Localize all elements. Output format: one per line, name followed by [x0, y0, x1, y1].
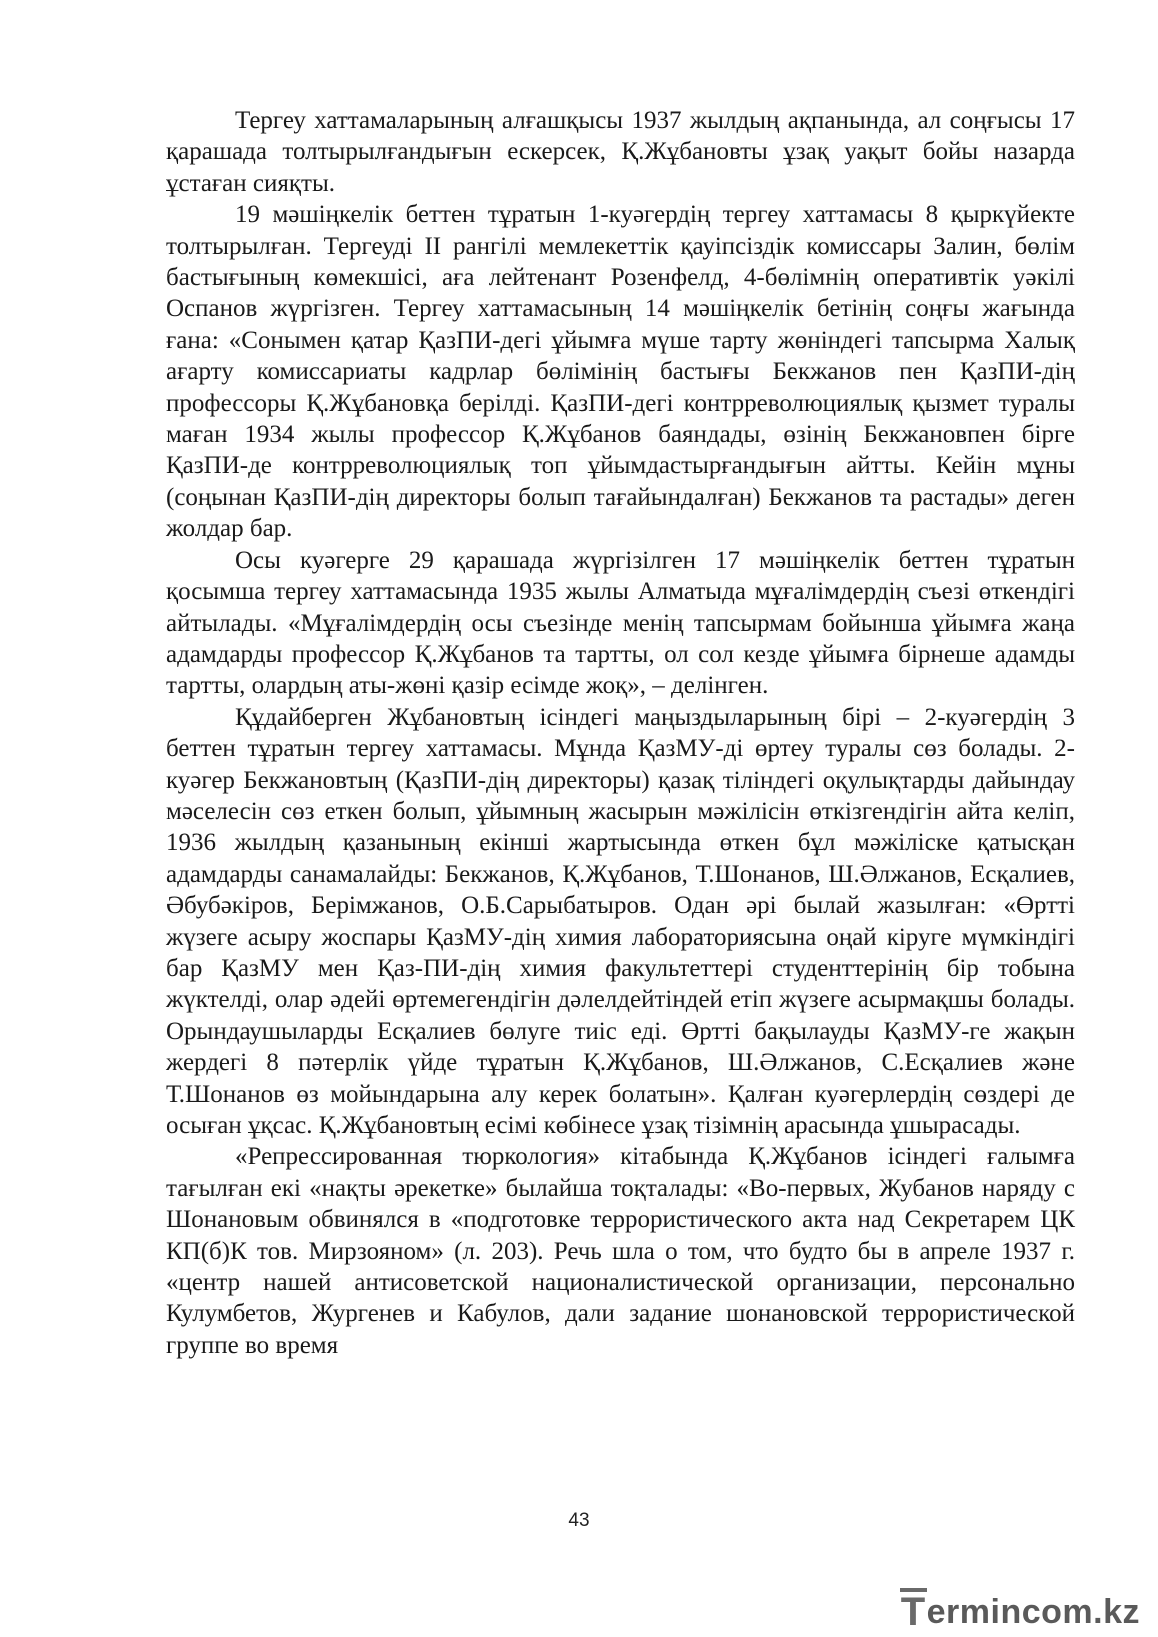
paragraph-5: «Репрессированная тюркология» кітабында Қ.Жұбанов ісіндегі ғалымға тағылған екі «нақты әрекетке» былайша тоқталады: «Во-первых, Жубанов наряду с Шонановым обвинялся в «подготовке террористического акта над Секретарем ЦК КП(б)К тов. Мирзояном» (л. 203). Речь шла о том, что будто бы в апреле 1937 г. «центр нашей антисоветской националистической организации, персонально Кулумбетов, Жургенев и Кабулов, дали задание шонановской террористической группе во время — [166, 1143, 1075, 1359]
page-number: 43 — [568, 1510, 590, 1531]
paragraph-2: 19 мәшіңкелік беттен тұратын 1-куәгердің тергеу хаттамасы 8 қыркүйекте толтырылған. Тергеуді ІІ рангілі мемлекеттік қауіпсіздік комиссары Залин, бөлім бастығының көмекшісі, аға лейтенант Розенфелд, 4-бөлімнің оперативтік уәкілі Оспанов жүргізген. Тергеу хаттамасының 14 мәшіңкелік бетінің соңғы жағында ғана: «Сонымен қатар ҚазПИ-дегі ұйымға мүше тарту жөніндегі тапсырма Халық ағарту комиссариаты кадрлар бөлімінің бастығы Бекжанов пен ҚазПИ-дің профессоры Қ.Жұбановқа берілді. ҚазПИ-дегі контрреволюциялық қызмет туралы маған 1934 жылы профессор Қ.Жұбанов баяндады, өзінің Бекжановпен бірге ҚазПИ-де контрреволюциялық топ ұйымдастырғандығын айтты. Кейін мұны (соңынан ҚазПИ-дің директоры болып тағайындалған) Бекжанов та растады» деген жолдар бар. — [166, 201, 1075, 543]
paragraph-3: Осы куәгерге 29 қарашада жүргізілген 17 мәшіңкелік беттен тұратын қосымша тергеу хаттамасында 1935 жылы Алматыда мұғалімдердің съезі өткендігі айтылады. «Мұғалімдердің осы съезінде менің тапсырмам бойынша ұйымға жаңа адамдарды профессор Қ.Жұбанов та тартты, ол сол кезде ұйымға бірнеше адамды тартты, олардың аты-жөні қазір есімде жоқ», – делінген. — [166, 546, 1075, 700]
watermark-first-letter: T — [900, 1590, 926, 1634]
termincom-watermark-logo — [900, 1592, 1140, 1632]
paragraph-1: Тергеу хаттамаларының алғашқысы 1937 жылдың ақпанында, ал соңғысы 17 қарашада толтырылғандығын ескерсек, Қ.Жұбановты ұзақ уақыт бойы назарда ұстаған сияқты. — [166, 107, 1075, 197]
document-body — [166, 105, 1075, 1361]
watermark-text: ermincom.kz — [926, 1593, 1140, 1631]
paragraph-4: Құдайберген Жұбановтың ісіндегі маңыздыларының бірі – 2-куәгердің 3 беттен тұратын тергеу хаттамасы. Мұнда ҚазМУ-ді өртеу туралы сөз болады. 2-куәгер Бекжановтың (ҚазПИ-дің директоры) қазақ тіліндегі оқулықтарды дайындау мәселесін сөз еткен болып, ұйымның жасырын мәжілісін өткізгендігін айта келіп, 1936 жылдың қазанының екінші жартысында өткен бұл мәжіліске қатысқан адамдарды санамалайды: Бекжанов, Қ.Жұбанов, Т.Шонанов, Ш.Әлжанов, Есқалиев, Әбубәкіров, Берімжанов, О.Б.Сарыбатыров. Одан әрі былай жазылған: «Өртті жүзеге асыру жоспары ҚазМУ-дің химия лабораториясына оңай кіруге мүмкіндігі бар ҚазМУ мен Қаз-ПИ-дің химия факультеттері студенттерінің бір тобына жүктелді, олар әдейі өртемегендігін дәлелдейтіндей етіп жүзеге асырмақшы болады. Орындаушыларды Есқалиев бөлуге тиіс еді. Өртті бақылауды ҚазМУ-ге жақын жердегі 8 пәтерлік үйде тұратын Қ.Жұбанов, Ш.Әлжанов, С.Есқалиев және Т.Шонанов өз мойындарына алу керек болатын». Қалған куәгерлердің сөздері де осыған ұқсас. Қ.Жұбановтың есімі көбінесе ұзақ тізімнің арасында ұшырасады. — [166, 703, 1075, 1139]
